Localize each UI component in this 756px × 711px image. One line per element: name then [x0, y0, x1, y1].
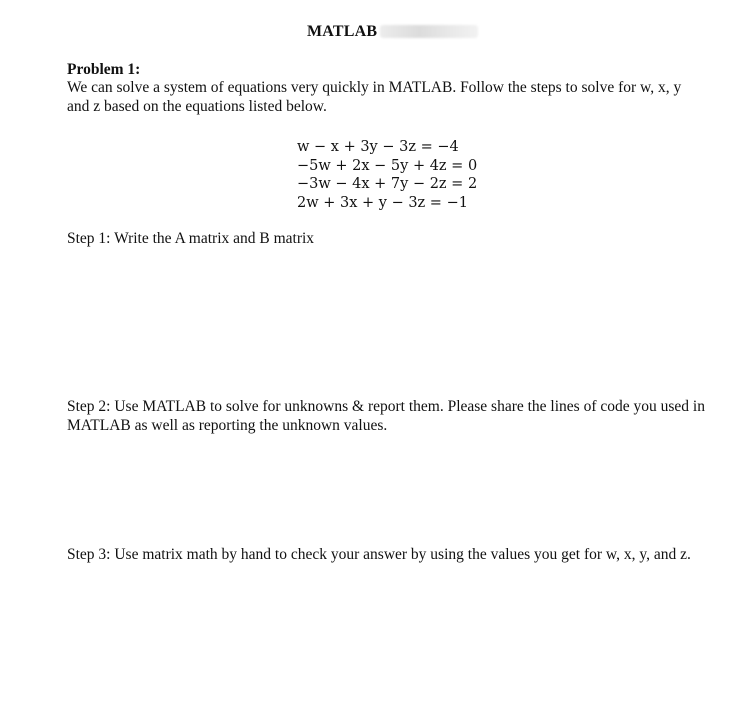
- equation-2: −5w + 2x − 5y + 4z = 0: [297, 157, 478, 174]
- step-1: Step 1: Write the A matrix and B matrix: [67, 230, 315, 247]
- step-2: Step 2: Use MATLAB to solve for unknowns & report them. Please share the lines of code you used in MATLAB as well as reporting the unknown values.: [67, 398, 705, 434]
- equation-3: −3w − 4x + 7y − 2z = 2: [297, 176, 478, 192]
- equation-4: 2w + 3x + y − 3z = −1: [297, 194, 468, 211]
- equation-1: w − x + 3y − 3z = −4: [297, 139, 459, 155]
- step-3: Step 3: Use matrix math by hand to check your answer by using the values you get for w, x, y, and z.: [67, 546, 691, 563]
- problem-heading: Problem 1:: [67, 61, 141, 78]
- document-title: MATLAB: [307, 23, 378, 40]
- problem-intro: We can solve a system of equations very quickly in MATLAB. Follow the steps to solve for w, x, y and z based on the equations listed below.: [67, 79, 682, 115]
- equation-system: [297, 138, 477, 212]
- redacted-text-blur: [380, 25, 478, 38]
